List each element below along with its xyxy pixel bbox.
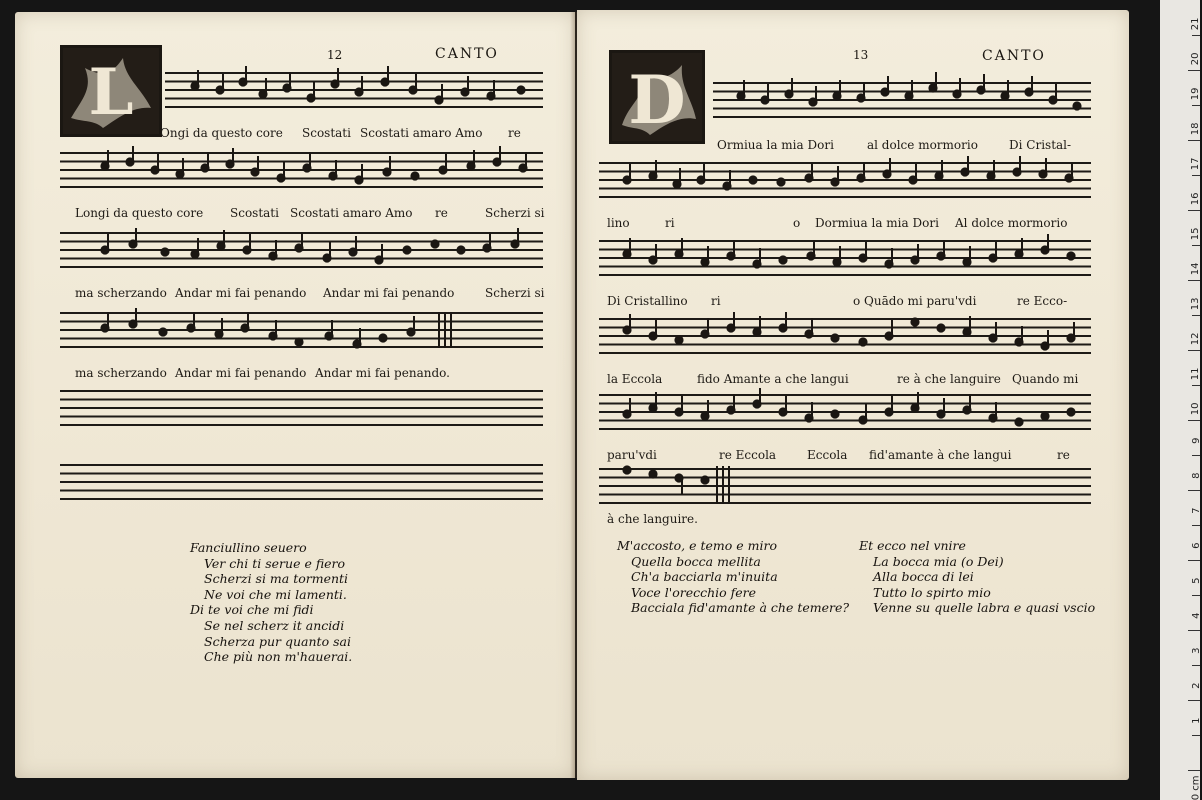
lyric-seg: re Eccola (719, 448, 777, 462)
lyric-seg: Scostati (302, 126, 351, 140)
lyric-seg: o (793, 216, 801, 230)
ruler-label: 14 (1190, 262, 1202, 276)
ruler-label: 15 (1190, 227, 1202, 241)
ruler-label: 1 (1190, 717, 1202, 724)
ruler-tick (1188, 490, 1200, 491)
lyric-seg: Andar mi fai penando. (315, 366, 450, 380)
lyric-seg: al dolce mormorio (867, 138, 978, 152)
lyric-seg: Andar mi fai penando (175, 366, 307, 380)
lyric-seg: ma scherzando (75, 286, 167, 300)
lyric-seg: Scostati (230, 206, 279, 220)
lyric-seg: ri (665, 216, 675, 230)
verse-line: Scherza pur quanto sai (204, 633, 351, 649)
lyric-seg: Andar mi fai penando (323, 286, 455, 300)
ruler-tick (1188, 420, 1200, 421)
ruler-label: 19 (1190, 87, 1202, 101)
ruler-tick (1188, 350, 1200, 351)
ruler-label: 2 (1190, 682, 1202, 689)
lyric-seg: à che languire. (607, 512, 698, 526)
lyric-seg: la Eccola (607, 372, 663, 386)
ruler-label: 9 (1190, 437, 1202, 444)
lyric-seg: Scherzi si (485, 286, 545, 300)
verse-line: Quella bocca mellita (631, 553, 761, 569)
right-page (577, 10, 1129, 780)
ruler-tick (1192, 315, 1200, 316)
verse-line: Bacciala fid'amante à che temere? (631, 600, 850, 616)
measurement-ruler (1160, 0, 1200, 800)
verse-line: Tutto lo spirto mio (873, 584, 991, 600)
left-page-header: CANTO (435, 46, 499, 62)
verse-line: Ver chi ti serue e fiero (204, 555, 346, 571)
lyric-seg: re (435, 206, 448, 220)
ruler-label: 6 (1190, 542, 1202, 549)
left-verse (190, 540, 352, 665)
lyric-seg: o Quādo mi paru'vdi (853, 294, 977, 308)
ruler-tick (1192, 595, 1200, 596)
right-verse-left (617, 538, 849, 616)
ruler-label: 5 (1190, 577, 1202, 584)
lyric-seg: Eccola (807, 448, 848, 462)
lyric-seg: re (508, 126, 521, 140)
lyric-seg: Ormiua la mia Dori (717, 138, 834, 152)
ruler-label: 16 (1190, 192, 1202, 206)
ruler-tick (1188, 210, 1200, 211)
lyric-seg: Longi da questo core (75, 206, 204, 220)
ruler-unit-label: 0 cm (1190, 775, 1202, 800)
verse-line: La bocca mia (o Dei) (873, 553, 1004, 569)
ruler-label: 12 (1190, 332, 1202, 346)
lyric-seg: Al dolce mormorio (955, 216, 1068, 230)
lyric-seg: lino (607, 216, 630, 230)
ruler-tick (1188, 280, 1200, 281)
lyric-seg: fid'amante à che langui (869, 448, 1012, 462)
ruler-label: 10 (1190, 402, 1202, 416)
left-page-number: 12 (327, 48, 343, 62)
ruler-tick (1188, 140, 1200, 141)
ruler-tick (1192, 525, 1200, 526)
ruler-tick (1188, 70, 1200, 71)
lyric-seg: Scostati amaro Amo (290, 206, 413, 220)
ruler-tick (1188, 560, 1200, 561)
lyric-seg: ri (711, 294, 721, 308)
lyric-seg: Ongi da questo core (160, 126, 283, 140)
verse-line: Di te voi che mi fidi (190, 602, 314, 618)
ruler-tick (1192, 245, 1200, 246)
ruler-tick (1188, 630, 1200, 631)
ruler-tick (1192, 735, 1200, 736)
ruler-tick (1192, 175, 1200, 176)
right-page-header: CANTO (982, 48, 1046, 64)
verse-line: M'accosto, e temo e miro (617, 538, 777, 553)
ruler-label: 7 (1190, 507, 1202, 514)
ruler-label: 11 (1190, 367, 1202, 381)
verse-line: Che più non m'hauerai. (204, 649, 353, 665)
ruler-tick (1192, 385, 1200, 386)
verse-line: Se nel scherz it ancidi (204, 617, 345, 633)
lyric-seg: Di Cristallino (607, 294, 688, 308)
ruler-label: 17 (1190, 157, 1202, 171)
left-page (15, 12, 575, 778)
lyric-seg: Di Cristal- (1009, 138, 1072, 152)
verse-line: Et ecco nel vnire (859, 538, 966, 553)
lyric-seg: fido Amante a che langui (697, 372, 849, 386)
lyric-seg: Andar mi fai penando (175, 286, 307, 300)
lyric-seg: Dormiua la mia Dori (815, 216, 939, 230)
verse-line: Ch'a bacciarla m'inuita (631, 569, 778, 585)
ruler-tick (1188, 770, 1200, 771)
ruler-label: 8 (1190, 472, 1202, 479)
verse-line: Voce l'orecchio fere (631, 584, 757, 600)
verse-line: Alla bocca di lei (873, 569, 974, 585)
initial-letter-d: D (628, 61, 686, 139)
ruler-label: 13 (1190, 297, 1202, 311)
lyric-seg: paru'vdi (607, 448, 657, 462)
right-page-notes (577, 10, 1129, 780)
ruler-tick (1188, 700, 1200, 701)
lyric-seg: Scostati amaro Amo (360, 126, 483, 140)
ruler-label: 20 (1190, 52, 1202, 66)
ruler-label: 3 (1190, 647, 1202, 654)
verse-line: Ne voi che mi lamenti. (204, 586, 347, 602)
right-page-number: 13 (853, 48, 869, 62)
verse-line: Fanciullino seuero (190, 540, 307, 555)
verse-line: Scherzi si ma tormenti (204, 571, 349, 587)
verse-line: Venne su quelle labra e quasi vscio (873, 600, 1096, 616)
initial-letter-l: L (88, 55, 134, 130)
ruler-tick (1192, 665, 1200, 666)
lyric-seg: Scherzi si (485, 206, 545, 220)
ruler-label: 18 (1190, 122, 1202, 136)
right-verse-right (859, 538, 1095, 616)
ruler-label: 4 (1190, 612, 1202, 619)
lyric-seg: Quando mi (1012, 372, 1079, 386)
ruler-tick (1192, 35, 1200, 36)
lyric-seg: re Ecco- (1017, 294, 1068, 308)
ruler-tick (1192, 105, 1200, 106)
lyric-seg: re (1057, 448, 1070, 462)
ruler-label: 21 (1190, 17, 1202, 31)
lyric-seg: ma scherzando (75, 366, 167, 380)
lyric-seg: re à che languire (897, 372, 1001, 386)
ruler-tick (1192, 455, 1200, 456)
